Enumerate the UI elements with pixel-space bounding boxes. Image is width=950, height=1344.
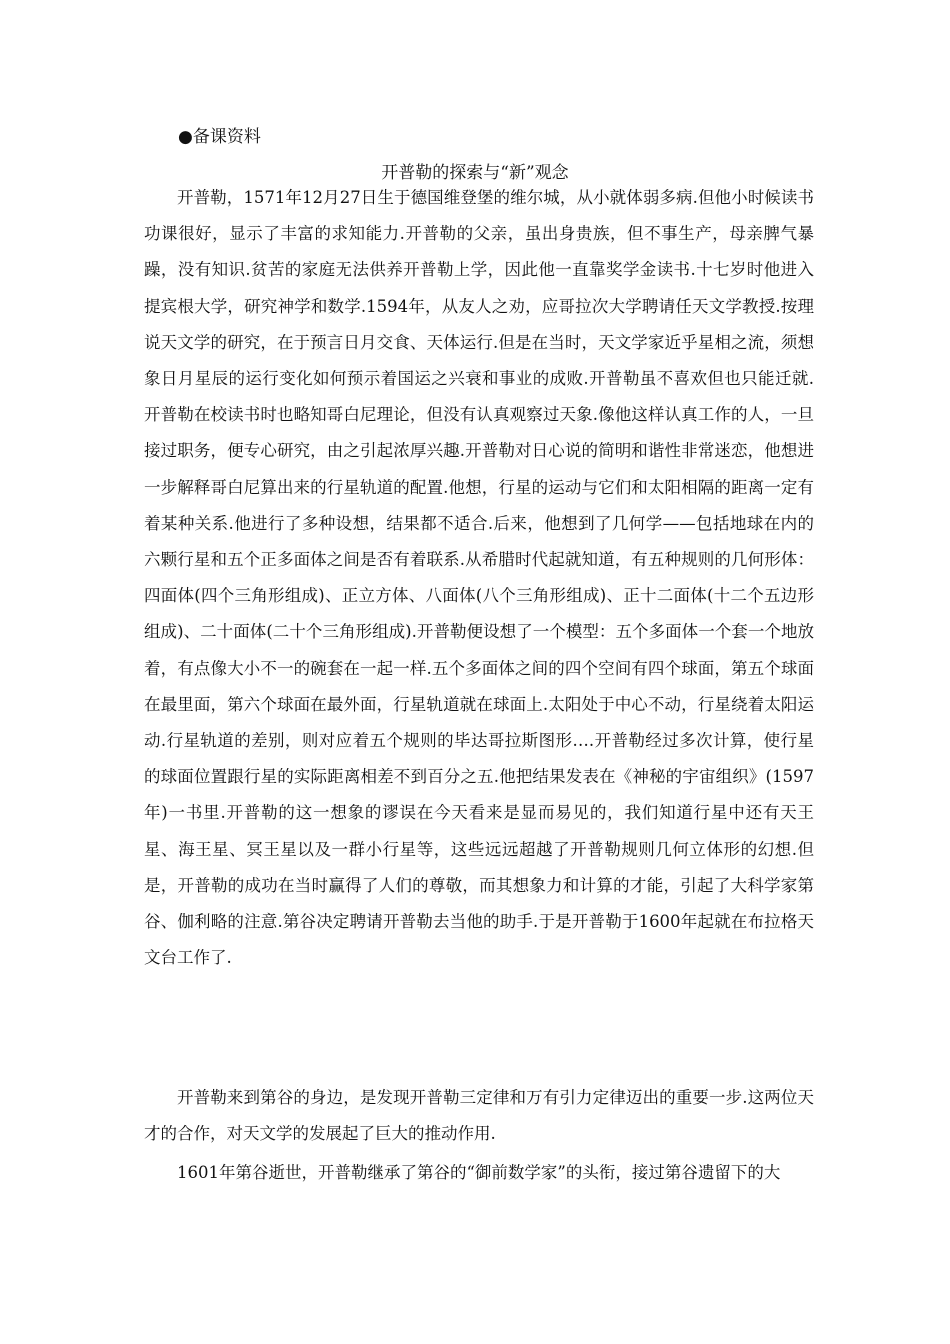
paragraph-1: 开普勒，1571年12月27日生于德国维登堡的维尔城，从小就体弱多病.但他小时候读书功课很好，显示了丰富的求知能力.开普勒的父亲，虽出身贵族，但不事生产，母亲脾气暴躁，没有知识.贫苦的家庭无法供养开普勒上学，因此他一直靠奖学金读书.十七岁时他进入提宾根大学，研究神学和数学.1594年，从友人之劝，应哥拉次大学聘请任天文学教授.按理说天文学的研究，在于预言日月交食、天体运行.但是在当时，天文学家近乎星相之流，须想象日月星辰的运行变化如何预示着国运之兴衰和事业的成败.开普勒虽不喜欢但也只能迁就.开普勒在校读书时也略知哥白尼理论，但没有认真观察过天象.像他这样认真工作的人，一旦接过职务，便专心研究，由之引起浓厚兴趣.开普勒对日心说的简明和谐性非常迷恋，他想进一步解释哥白尼算出来的行星轨道的配置.他想，行星的运动与它们和太阳相隔的距离一定有着某种关系.他进行了多种设想，结果都不适合.后来，他想到了几何学——包括地球在内的六颗行星和五个正多面体之间是否有着联系.从希腊时代起就知道，有五种规则的几何形体：四面体(四个三角形组成)、正立方体、八面体(八个三角形组成)、正十二面体(十二个五边形组成)、二十面体(二十个三角形组成).开普勒便设想了一个模型：五个多面体一个套一个地放着，有点像大小不一的碗套在一起一样.五个多面体之间的四个空间有四个球面，第五个球面在最里面，第六个球面在最外面，行星轨道就在球面上.太阳处于中心不动，行星绕着太阳运动.行星轨道的差别，则对应着五个规则的毕达哥拉斯图形….开普勒经过多次计算，使行星的球面位置跟行星的实际距离相差不到百分之五.他把结果发表在《神秘的宇宙组织》(1597年)一书里.开普勒的这一想象的谬误在今天看来是显而易见的，我们知道行星中还有天王星、海王星、冥王星以及一群小行星等，这些远远超越了开普勒规则几何立体形的幻想.但是，开普勒的成功在当时赢得了人们的尊敬，而其想象力和计算的才能，引起了大科学家第谷、伽利略的注意.第谷决定聘请开普勒去当他的助手.于是开普勒于1600年起就在布拉格天文台工作了.: [144, 188, 814, 968]
section-label: ●备课资料: [178, 127, 261, 147]
paragraph-3: 1601年第谷逝世，开普勒继承了第谷的“御前数学家”的头衔，接过第谷遗留下的大: [177, 1163, 781, 1182]
document-title: 开普勒的探索与“新”观念: [381, 163, 569, 183]
paragraph-2: 开普勒来到第谷的身边，是发现开普勒三定律和万有引力定律迈出的重要一步.这两位天才的合作，对天文学的发展起了巨大的推动作用.: [144, 1088, 814, 1144]
